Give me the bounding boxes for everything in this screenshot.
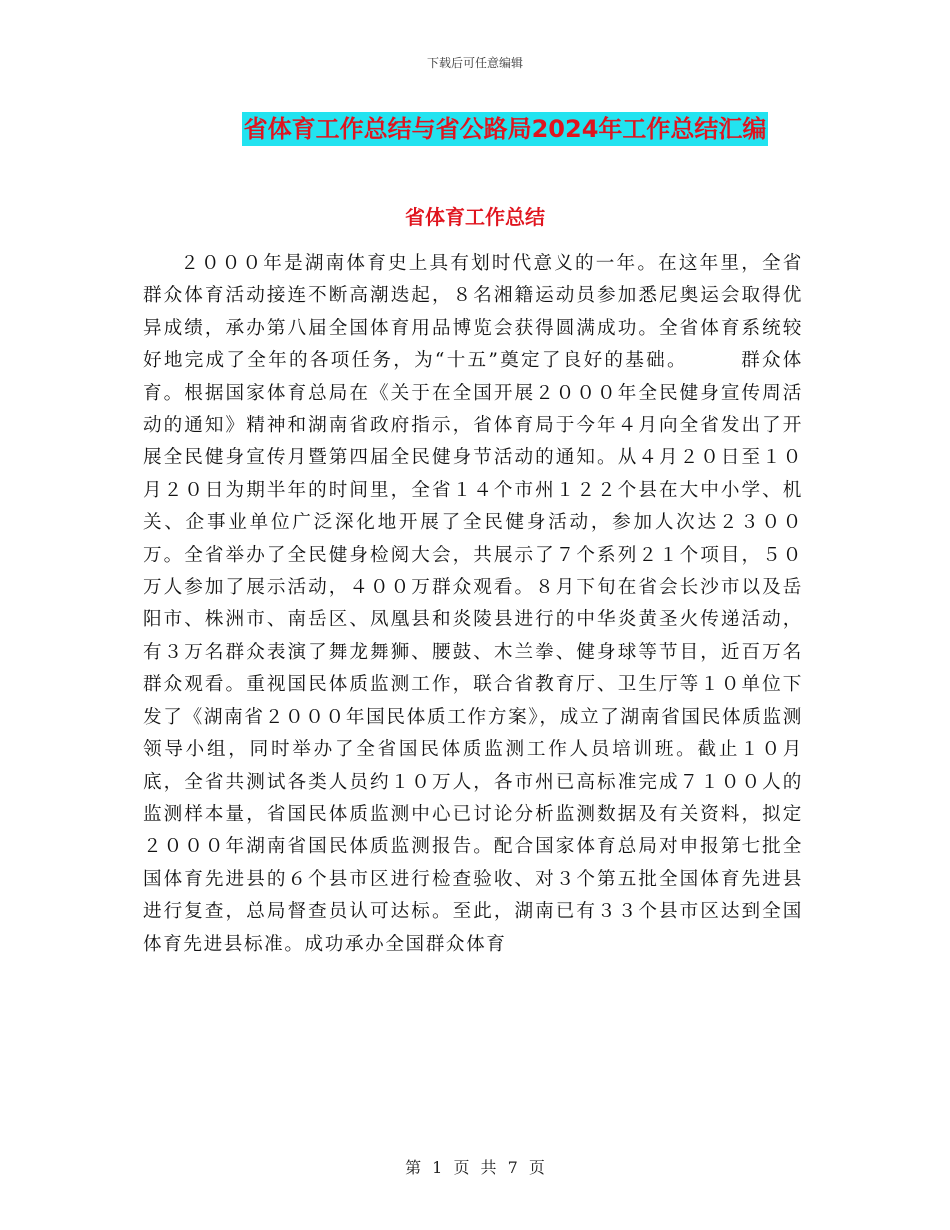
section-title: 省体育工作总结 xyxy=(405,205,545,229)
page-number-footer: 第 1 页 共 7 页 xyxy=(405,1158,545,1177)
document-title: 省体育工作总结与省公路局2024年工作总结汇编 xyxy=(242,112,769,146)
document-title-container xyxy=(0,112,950,146)
page-header-note: 下载后可任意编辑 xyxy=(426,56,523,70)
body-text xyxy=(143,248,803,961)
body-paragraph: ２０００年是湖南体育史上具有划时代意义的一年。在这年里，全省群众体育活动接连不断高潮迭起，８名湘籍运动员参加悉尼奥运会取得优异成绩，承办第八届全国体育用品博览会获得圆满成功。全省体育系统较好地完成了全年的各项任务，为“十五”奠定了良好的基础。 群众体育。根据国家体育总局在《关于在全国开展２０００年全民健身宣传周活动的通知》精神和湖南省政府指示，省体育局于今年４月向全省发出了开展全民健身宣传月暨第四届全民健身节活动的通知。从４月２０日至１０月２０日为期半年的时间里，全省１４个市州１２２个县在大中小学、机关、企事业单位广泛深化地开展了全民健身活动，参加人次达２３００万。全省举办了全民健身检阅大会，共展示了７个系列２１个项目，５０万人参加了展示活动，４００万群众观看。８月下旬在省会长沙市以及岳阳市、株洲市、南岳区、凤凰县和炎陵县进行的中华炎黄圣火传递活动，有３万名群众表演了舞龙舞狮、腰鼓、木兰拳、健身球等节目，近百万名群众观看。重视国民体质监测工作，联合省教育厅、卫生厅等１０单位下发了《湖南省２０００年国民体质工作方案》，成立了湖南省国民体质监测领导小组，同时举办了全省国民体质监测工作人员培训班。截止１０月底，全省共测试各类人员约１０万人，各市州已高标准完成７１００人的监测样本量，省国民体质监测中心已讨论分析监测数据及有关资料，拟定２０００年湖南省国民体质监测报告。配合国家体育总局对申报第七批全国体育先进县的６个县市区进行检查验收、对３个第五批全国体育先进县进行复查，总局督查员认可达标。至此，湖南已有３３个县市区达到全国体育先进县标准。成功承办全国群众体育 xyxy=(143,253,803,955)
